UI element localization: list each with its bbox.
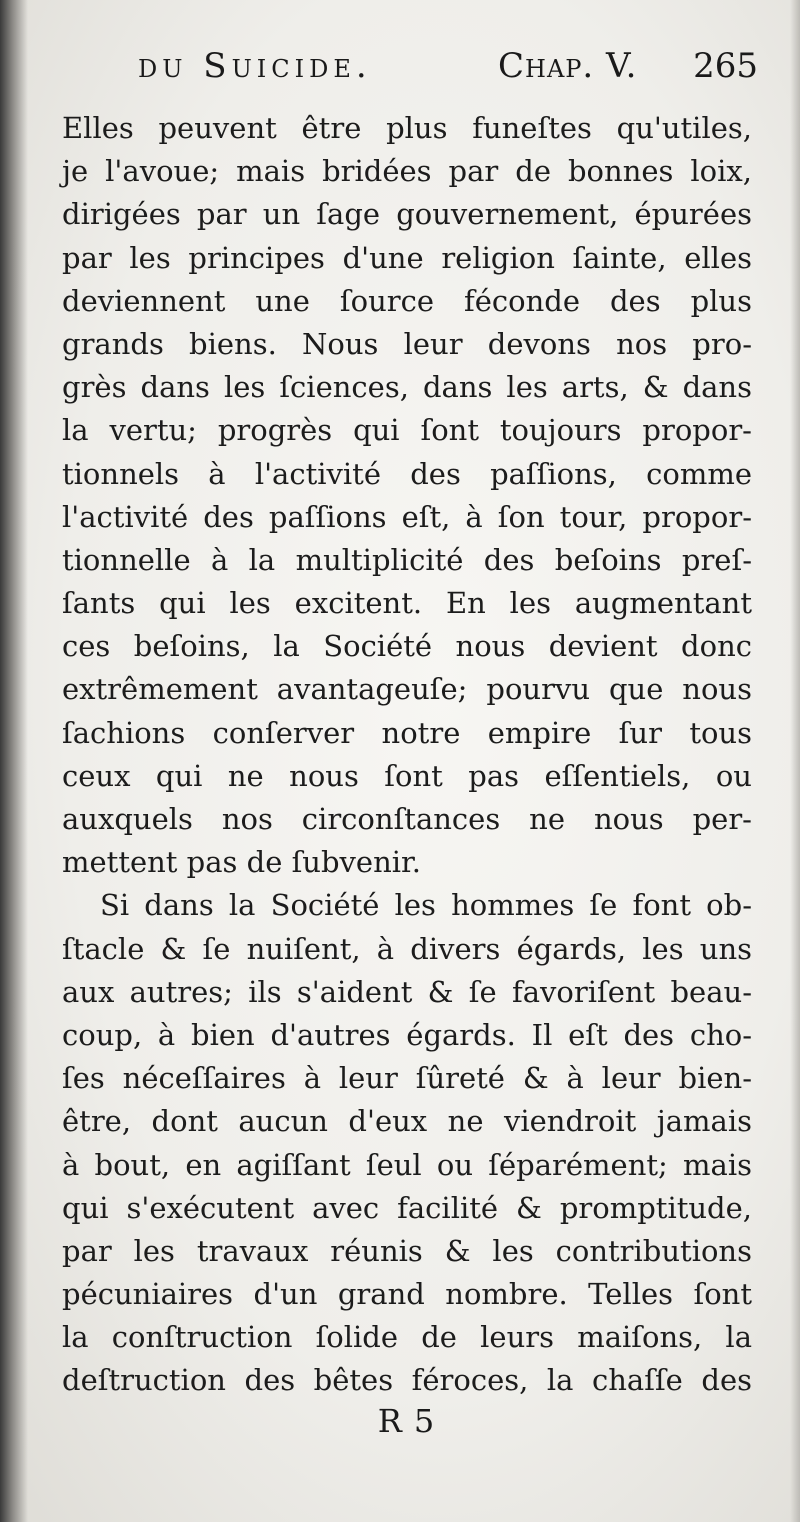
header-title: du Suicide. bbox=[138, 46, 372, 86]
body-text bbox=[62, 107, 752, 1403]
signature-mark bbox=[0, 1402, 800, 1440]
text-line: deſtruction des bêtes féroces, la chaſſe des bbox=[62, 1363, 752, 1398]
text-line: être, dont aucun d'eux ne viendroit jamais bbox=[62, 1104, 752, 1139]
running-header bbox=[130, 40, 770, 100]
text-line: coup, à bien d'autres égards. Il eſt des cho- bbox=[62, 1017, 752, 1052]
text-line: dirigées par un ſage gouvernement, épurées bbox=[62, 197, 752, 232]
text-line: par les travaux réunis & les contributions bbox=[62, 1233, 752, 1268]
text-line: tionnelle à la multiplicité des beſoins preſ- bbox=[62, 542, 752, 577]
text-line: grès dans les ſciences, dans les arts, & dans bbox=[62, 370, 752, 405]
text-line: extrêmement avantageuſe; pourvu que nous bbox=[62, 672, 752, 707]
text-line: auxquels nos circonſtances ne nous per- bbox=[62, 802, 752, 836]
text-line: la vertu; progrès qui ſont toujours propor- bbox=[62, 413, 752, 448]
text-line: ceux qui ne nous ſont pas eſſentiels, ou bbox=[62, 758, 752, 793]
text-line: grands biens. Nous leur devons nos pro- bbox=[62, 326, 752, 361]
text-line: la conſtruction ſolide de leurs maiſons, la bbox=[62, 1320, 752, 1355]
text-line: mettent pas de ſubvenir. bbox=[62, 845, 421, 880]
text-line: à bout, en agiſſant ſeul ou ſéparément; mais bbox=[62, 1147, 752, 1182]
text-line: pécuniaires d'un grand nombre. Telles ſont bbox=[62, 1277, 752, 1312]
text-line: deviennent une ſource féconde des plus bbox=[62, 283, 752, 318]
paragraph-start-line: Si dans la Société les hommes ſe font ob- bbox=[100, 888, 752, 923]
text-line: ces beſoins, la Société nous devient donc bbox=[62, 629, 752, 664]
text-line: je l'avoue; mais bridées par de bonnes loix, bbox=[62, 154, 752, 189]
text-line: l'activité des paſſions eſt, à ſon tour, propor- bbox=[62, 499, 752, 534]
text-line: ſachions conſerver notre empire ſur tous bbox=[62, 715, 752, 750]
signature-number: 5 bbox=[413, 1402, 435, 1440]
text-line: ſants qui les excitent. En les augmentant bbox=[62, 586, 752, 621]
header-chapter: Chap. V. bbox=[498, 46, 638, 86]
signature-letter: R bbox=[377, 1402, 402, 1440]
binding-gutter-shadow bbox=[0, 0, 28, 1522]
text-line: Elles peuvent être plus funeſtes qu'utiles, bbox=[62, 111, 752, 145]
page-number: 265 bbox=[693, 46, 758, 86]
text-line: tionnels à l'activité des paſſions, comme bbox=[62, 456, 752, 491]
text-line: aux autres; ils s'aident & ſe favoriſent beau- bbox=[62, 974, 752, 1009]
text-line: par les principes d'une religion ſainte, elles bbox=[62, 240, 752, 275]
page-edge bbox=[790, 0, 800, 1522]
text-line: ſtacle & ſe nuiſent, à divers égards, les uns bbox=[62, 931, 752, 966]
text-line: qui s'exécutent avec facilité & promptitude, bbox=[62, 1190, 752, 1225]
text-line: ſes néceſſaires à leur ſûreté & à leur bien- bbox=[62, 1061, 752, 1096]
